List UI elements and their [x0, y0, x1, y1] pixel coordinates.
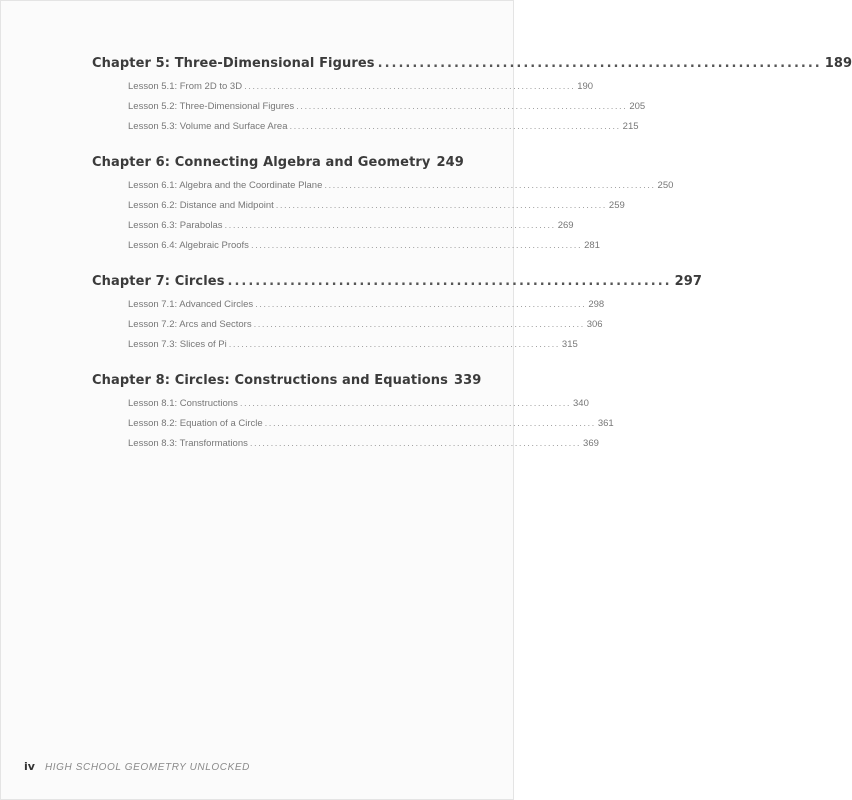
dot-leader: ................................................................................: [324, 180, 656, 191]
chapter-title: Chapter 8: Circles: Constructions and Equations: [92, 373, 448, 388]
lesson-entry: [128, 434, 599, 454]
lesson-title: Lesson 7.3: Slices of Pi: [128, 339, 227, 350]
lesson-list: [92, 176, 674, 256]
dot-leader: ................................................................................: [249, 438, 582, 449]
lesson-page-number: 315: [561, 339, 578, 350]
lesson-title: Lesson 8.3: Transformations: [128, 438, 248, 449]
chapter-title: Chapter 7: Circles: [92, 274, 225, 289]
lesson-title: Lesson 7.2: Arcs and Sectors: [128, 319, 252, 330]
chapter-heading: [92, 56, 852, 71]
lesson-title: Lesson 5.3: Volume and Surface Area: [128, 121, 288, 132]
table-of-contents: [92, 56, 852, 472]
chapter-heading: [92, 274, 703, 289]
chapter-page-number: 297: [674, 274, 703, 289]
lesson-page-number: 281: [584, 240, 600, 251]
chapter-title: Chapter 6: Connecting Algebra and Geometry: [92, 155, 431, 170]
dot-leader: ................................................................................: [228, 339, 560, 350]
chapter-heading: [92, 373, 482, 388]
lesson-page-number: 259: [608, 200, 625, 211]
dot-leader: ................................................................: [227, 274, 672, 289]
lesson-title: Lesson 6.1: Algebra and the Coordinate Plane: [128, 180, 323, 191]
chapter-page-number: 249: [436, 155, 464, 170]
chapter-8: [92, 373, 614, 454]
lesson-page-number: 361: [597, 418, 614, 429]
lesson-page-number: 369: [583, 438, 599, 449]
page-footer: [24, 760, 250, 773]
lesson-title: Lesson 5.2: Three-Dimensional Figures: [128, 101, 295, 112]
dot-leader: ................................................................................: [253, 319, 585, 330]
chapter-5: [92, 56, 852, 137]
lesson-entry: [128, 315, 603, 335]
lesson-entry: [128, 295, 605, 315]
lesson-title: Lesson 6.2: Distance and Midpoint: [128, 200, 274, 211]
chapter-6: [92, 155, 674, 256]
lesson-page-number: 306: [586, 319, 603, 330]
dot-leader: ................................................................................: [224, 220, 556, 231]
lesson-page-number: 190: [577, 81, 594, 92]
lesson-entry: [128, 196, 625, 216]
lesson-page-number: 340: [573, 398, 589, 409]
chapter-page-number: 339: [454, 373, 482, 388]
lesson-entry: [128, 394, 589, 414]
lesson-title: Lesson 6.4: Algebraic Proofs: [128, 240, 249, 251]
dot-leader: ................................................................................: [289, 121, 621, 132]
lesson-page-number: 215: [622, 121, 639, 132]
lesson-entry: [128, 236, 600, 256]
chapter-title: Chapter 5: Three-Dimensional Figures: [92, 56, 375, 71]
lesson-page-number: 298: [588, 299, 605, 310]
folio-page-number: iv: [24, 760, 35, 773]
lesson-page-number: 250: [657, 180, 674, 191]
dot-leader: ................................................................................: [244, 81, 576, 92]
lesson-entry: [128, 335, 578, 355]
lesson-entry: [128, 216, 574, 236]
dot-leader: ................................................................................: [296, 101, 628, 112]
lesson-title: Lesson 5.1: From 2D to 3D: [128, 81, 243, 92]
running-book-title: HIGH SCHOOL GEOMETRY UNLOCKED: [44, 762, 250, 773]
dot-leader: ................................................................................: [250, 240, 583, 251]
lesson-title: Lesson 7.1: Advanced Circles: [128, 299, 254, 310]
dot-leader: ................................................................................: [275, 200, 607, 211]
dot-leader: ................................................................................: [264, 418, 596, 429]
lesson-list: [92, 77, 646, 137]
dot-leader: ................................................................................: [239, 398, 571, 409]
lesson-list: [92, 394, 614, 454]
lesson-entry: [128, 176, 674, 196]
lesson-title: Lesson 8.2: Equation of a Circle: [128, 418, 263, 429]
dot-leader: ................................................................: [377, 56, 822, 71]
chapter-page-number: 189: [824, 56, 852, 71]
lesson-entry: [128, 117, 639, 137]
lesson-title: Lesson 8.1: Constructions: [128, 398, 238, 409]
lesson-list: [92, 295, 605, 355]
dot-leader: ................................................................................: [255, 299, 587, 310]
chapter-7: [92, 274, 703, 355]
lesson-entry: [128, 77, 594, 97]
lesson-entry: [128, 414, 614, 434]
chapter-heading: [92, 155, 464, 170]
lesson-entry: [128, 97, 646, 117]
lesson-page-number: 269: [557, 220, 574, 231]
lesson-title: Lesson 6.3: Parabolas: [128, 220, 223, 231]
lesson-page-number: 205: [629, 101, 646, 112]
